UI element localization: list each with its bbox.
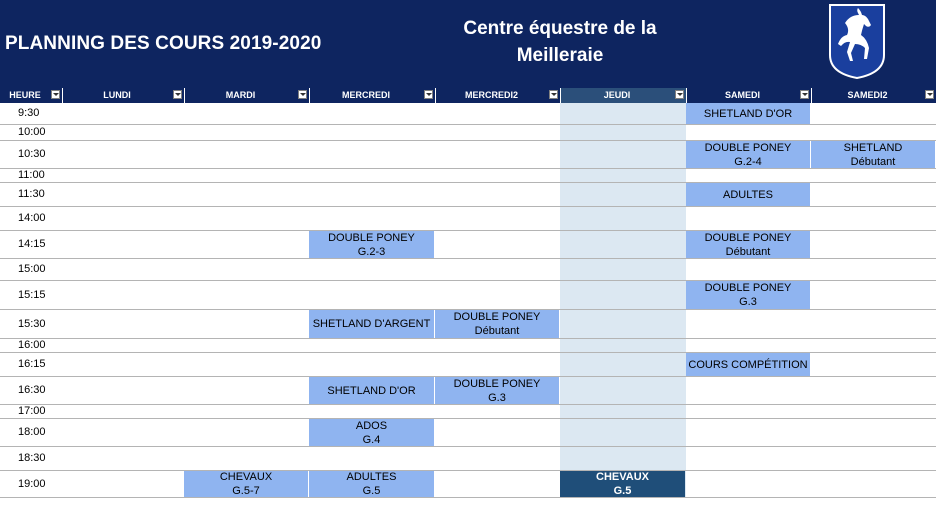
row-divider	[0, 418, 936, 419]
time-label: 9:30	[18, 107, 40, 119]
session-name: SHETLAND D'ARGENT	[312, 318, 431, 330]
session-cell-samedi[interactable]	[686, 103, 810, 124]
session-name: DOUBLE PONEY	[453, 377, 541, 390]
session-group: Débutant	[850, 155, 896, 168]
row-divider	[0, 446, 936, 447]
time-label: 15:00	[18, 263, 46, 275]
time-label: 16:15	[18, 358, 46, 370]
header-separator	[309, 88, 310, 103]
session-group: Débutant	[725, 245, 771, 258]
filter-dropdown-icon[interactable]	[173, 90, 182, 99]
session-name: DOUBLE PONEY	[453, 311, 541, 323]
time-label: 19:00	[18, 478, 46, 490]
filter-dropdown-icon[interactable]	[675, 90, 684, 99]
session-cell-samedi[interactable]	[686, 231, 810, 258]
column-header-mercredi	[309, 88, 435, 103]
session-name: CHEVAUX	[219, 471, 273, 483]
session-cell-samedi[interactable]	[686, 353, 810, 376]
session-group: G.5	[362, 485, 381, 497]
session-cell-samedi[interactable]	[686, 141, 810, 168]
time-label: 16:00	[18, 339, 46, 351]
column-header-lundi	[62, 88, 184, 103]
session-name: COURS COMPÉTITION	[688, 358, 808, 371]
session-name: SHETLAND D'OR	[327, 384, 416, 397]
column-header-samedi	[686, 88, 811, 103]
club-name-line2: Meilleraie	[516, 45, 604, 66]
session-name: CHEVAUX	[596, 471, 649, 483]
column-header-label: LUNDI	[103, 90, 131, 100]
session-group: G.2-3	[357, 245, 386, 258]
row-divider	[0, 258, 936, 259]
column-header-mercredi2	[435, 88, 560, 103]
filter-dropdown-icon[interactable]	[925, 90, 934, 99]
time-label: 10:30	[18, 148, 46, 160]
row-divider	[0, 168, 936, 169]
column-header-label: MERCREDI2	[464, 90, 518, 100]
session-name: DOUBLE PONEY	[704, 282, 792, 294]
session-cell-mercredi[interactable]	[309, 419, 434, 446]
filter-dropdown-icon[interactable]	[424, 90, 433, 99]
time-label: 10:00	[18, 126, 46, 138]
session-cell-jeudi[interactable]	[560, 471, 685, 497]
header-separator	[435, 88, 436, 103]
time-label: 16:30	[18, 384, 46, 396]
session-cell-mardi[interactable]	[184, 471, 308, 497]
header-separator	[686, 88, 687, 103]
filter-dropdown-icon[interactable]	[298, 90, 307, 99]
column-header-label: JEUDI	[603, 90, 631, 100]
filter-dropdown-icon[interactable]	[549, 90, 558, 99]
time-label: 18:30	[18, 452, 46, 464]
row-divider	[0, 338, 936, 339]
session-cell-mercredi[interactable]	[309, 471, 434, 497]
column-header-label: SAMEDI	[724, 90, 760, 100]
row-divider	[0, 124, 936, 125]
column-header-label: HEURE	[9, 90, 41, 100]
time-label: 15:30	[18, 318, 46, 330]
column-header-label: MERCREDI	[341, 90, 390, 100]
time-label: 14:00	[18, 212, 46, 224]
session-cell-mercredi2[interactable]	[435, 310, 559, 338]
session-name: DOUBLE PONEY	[704, 141, 792, 154]
session-group: G.5-7	[232, 485, 260, 497]
column-header-heure	[0, 88, 62, 103]
header-separator	[62, 88, 63, 103]
session-group: G.2-4	[734, 155, 762, 168]
time-label: 15:15	[18, 289, 46, 301]
row-divider	[0, 404, 936, 405]
time-label: 18:00	[18, 426, 46, 438]
club-name	[440, 15, 680, 69]
session-group: G.5	[613, 485, 632, 497]
column-header-label: MARDI	[225, 90, 256, 100]
row-divider	[0, 470, 936, 471]
session-cell-samedi[interactable]	[686, 183, 810, 206]
session-name: ADULTES	[723, 188, 773, 201]
horse-icon	[828, 3, 886, 80]
session-name: SHETLAND	[843, 141, 903, 154]
filter-dropdown-icon[interactable]	[51, 90, 60, 99]
session-cell-mercredi[interactable]	[309, 310, 434, 338]
session-name: ADOS	[355, 419, 388, 432]
session-group: Débutant	[474, 325, 520, 337]
session-name: DOUBLE PONEY	[328, 231, 415, 244]
header-separator	[184, 88, 185, 103]
time-label: 11:30	[18, 188, 45, 200]
time-label: 14:15	[18, 238, 46, 250]
jeudi-column-shading	[560, 103, 686, 498]
session-cell-mercredi2[interactable]	[435, 377, 559, 404]
column-header-samedi2	[811, 88, 936, 103]
column-header-jeudi	[560, 88, 686, 103]
session-name: DOUBLE PONEY	[704, 231, 792, 244]
row-divider	[0, 206, 936, 207]
time-label: 11:00	[18, 169, 45, 181]
column-header-mardi	[184, 88, 309, 103]
header-separator	[811, 88, 812, 103]
session-cell-mercredi[interactable]	[309, 377, 434, 404]
session-name: ADULTES	[346, 471, 397, 483]
page-title: PLANNING DES COURS 2019-2020	[5, 33, 322, 54]
club-name-line1: Centre équestre de la	[463, 18, 657, 39]
row-divider	[0, 497, 936, 498]
session-cell-samedi[interactable]	[686, 281, 810, 309]
session-group: G.4	[362, 433, 381, 446]
session-name: SHETLAND D'OR	[703, 107, 793, 120]
session-cell-samedi2[interactable]	[811, 141, 935, 168]
session-cell-mercredi[interactable]	[309, 231, 434, 258]
column-header-label: SAMEDI2	[847, 90, 888, 100]
time-label: 17:00	[18, 405, 46, 417]
session-group: G.3	[488, 391, 506, 404]
header-separator	[560, 88, 561, 103]
filter-dropdown-icon[interactable]	[800, 90, 809, 99]
session-group: G.3	[739, 296, 757, 308]
